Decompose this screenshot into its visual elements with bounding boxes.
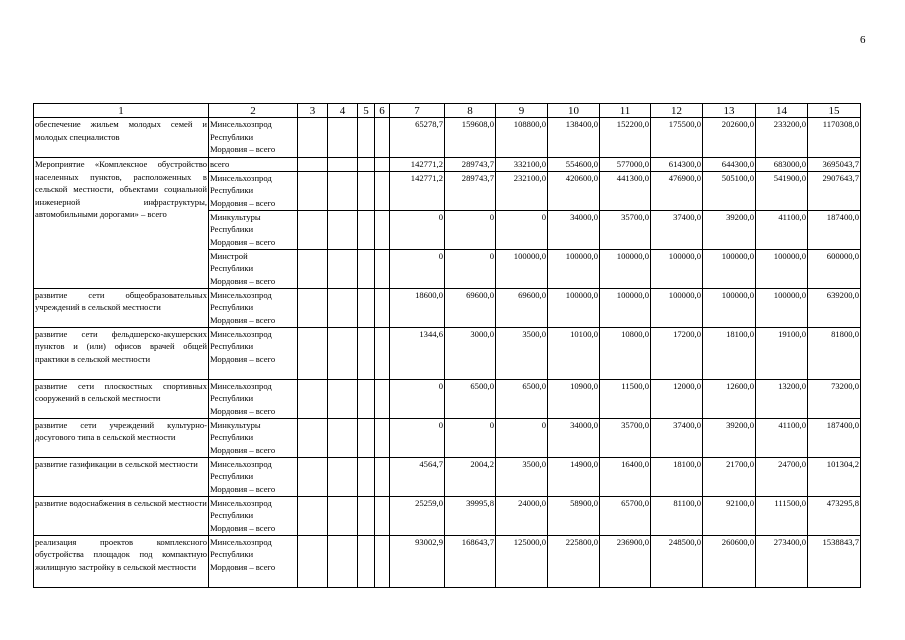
value-cell: 6500,0 — [496, 379, 548, 418]
value-cell: 111500,0 — [756, 496, 808, 535]
header-cell: 8 — [445, 104, 496, 118]
value-cell: 100000,0 — [651, 249, 703, 288]
empty-cell — [328, 379, 358, 418]
value-cell: 273400,0 — [756, 535, 808, 587]
value-cell: 100000,0 — [703, 249, 756, 288]
value-cell: 81800,0 — [808, 327, 861, 379]
value-cell: 108800,0 — [496, 118, 548, 158]
activity-description: реализация проектов комплексного обустройства площадок под компактную жилищную застройку в сельской местности — [34, 535, 209, 587]
executor-cell: Минсельхозпрод Республики Мордовия – всего — [209, 535, 298, 587]
value-cell: 0 — [496, 418, 548, 457]
value-cell: 18100,0 — [651, 457, 703, 496]
empty-cell — [298, 457, 328, 496]
header-cell: 3 — [298, 104, 328, 118]
value-cell: 21700,0 — [703, 457, 756, 496]
value-cell: 175500,0 — [651, 118, 703, 158]
empty-cell — [328, 158, 358, 172]
value-cell: 19100,0 — [756, 327, 808, 379]
empty-cell — [328, 288, 358, 327]
executor-cell: Минсельхозпрод Республики Мордовия – всего — [209, 118, 298, 158]
value-cell: 100000,0 — [651, 288, 703, 327]
empty-cell — [358, 327, 375, 379]
activity-description: развитие газификации в сельской местности — [34, 457, 209, 496]
value-cell: 142771,2 — [390, 171, 445, 210]
header-cell: 14 — [756, 104, 808, 118]
value-cell: 142771,2 — [390, 158, 445, 172]
value-cell: 11500,0 — [600, 379, 651, 418]
value-cell: 420600,0 — [548, 171, 600, 210]
value-cell: 69600,0 — [496, 288, 548, 327]
empty-cell — [358, 496, 375, 535]
value-cell: 37400,0 — [651, 210, 703, 249]
value-cell: 100000,0 — [496, 249, 548, 288]
value-cell: 92100,0 — [703, 496, 756, 535]
value-cell: 39995,8 — [445, 496, 496, 535]
value-cell: 3500,0 — [496, 457, 548, 496]
empty-cell — [298, 171, 328, 210]
value-cell: 69600,0 — [445, 288, 496, 327]
executor-cell: Минкультуры Республики Мордовия – всего — [209, 210, 298, 249]
empty-cell — [358, 118, 375, 158]
value-cell: 25259,0 — [390, 496, 445, 535]
activity-description: развитие сети учреждений культурно-досугового типа в сельской местности — [34, 418, 209, 457]
activity-description: развитие водоснабжения в сельской местности — [34, 496, 209, 535]
value-cell: 441300,0 — [600, 171, 651, 210]
value-cell: 6500,0 — [445, 379, 496, 418]
value-cell: 289743,7 — [445, 171, 496, 210]
value-cell: 683000,0 — [756, 158, 808, 172]
empty-cell — [298, 210, 328, 249]
value-cell: 2907643,7 — [808, 171, 861, 210]
value-cell: 24700,0 — [756, 457, 808, 496]
value-cell: 12600,0 — [703, 379, 756, 418]
value-cell: 12000,0 — [651, 379, 703, 418]
activity-description: развитие сети общеобразовательных учреждений в сельской местности — [34, 288, 209, 327]
value-cell: 93002,9 — [390, 535, 445, 587]
header-cell: 11 — [600, 104, 651, 118]
value-cell: 24000,0 — [496, 496, 548, 535]
value-cell: 18600,0 — [390, 288, 445, 327]
value-cell: 138400,0 — [548, 118, 600, 158]
value-cell: 10800,0 — [600, 327, 651, 379]
value-cell: 225800,0 — [548, 535, 600, 587]
activity-description: развитие сети плоскостных спортивных сооружений в сельской местности — [34, 379, 209, 418]
activity-description: Мероприятие «Комплексное обустройство населенных пунктов, расположенных в сельской местности, объектами социальной инженерной инфраструктуры, автомобильными дорогами» – всего — [34, 158, 209, 289]
executor-cell: Минсельхозпрод Республики Мордовия – всего — [209, 288, 298, 327]
value-cell: 260600,0 — [703, 535, 756, 587]
empty-cell — [328, 535, 358, 587]
value-cell: 0 — [390, 418, 445, 457]
budget-table — [33, 103, 861, 588]
value-cell: 1170308,0 — [808, 118, 861, 158]
activity-description: развитие сети фельдшерско-акушерских пунктов и (или) офисов врачей общей практики в сельской местности — [34, 327, 209, 379]
empty-cell — [375, 379, 390, 418]
empty-cell — [328, 210, 358, 249]
empty-cell — [358, 418, 375, 457]
value-cell: 0 — [390, 249, 445, 288]
empty-cell — [375, 158, 390, 172]
empty-cell — [375, 171, 390, 210]
executor-cell: Минсельхозпрод Республики Мордовия – всего — [209, 171, 298, 210]
empty-cell — [358, 288, 375, 327]
empty-cell — [328, 457, 358, 496]
empty-cell — [375, 118, 390, 158]
empty-cell — [375, 327, 390, 379]
executor-cell: всего — [209, 158, 298, 172]
value-cell: 639200,0 — [808, 288, 861, 327]
empty-cell — [298, 379, 328, 418]
empty-cell — [358, 249, 375, 288]
table-row — [34, 457, 861, 496]
value-cell: 35700,0 — [600, 210, 651, 249]
activity-description: обеспечение жильем молодых семей и молодых специалистов — [34, 118, 209, 158]
header-cell: 6 — [375, 104, 390, 118]
value-cell: 58900,0 — [548, 496, 600, 535]
empty-cell — [358, 457, 375, 496]
empty-cell — [328, 327, 358, 379]
value-cell: 13200,0 — [756, 379, 808, 418]
executor-cell: Минсельхозпрод Республики Мордовия – всего — [209, 379, 298, 418]
value-cell: 168643,7 — [445, 535, 496, 587]
table-row — [34, 118, 861, 158]
empty-cell — [375, 210, 390, 249]
value-cell: 3695043,7 — [808, 158, 861, 172]
value-cell: 0 — [445, 249, 496, 288]
value-cell: 14900,0 — [548, 457, 600, 496]
value-cell: 73200,0 — [808, 379, 861, 418]
empty-cell — [298, 118, 328, 158]
value-cell: 18100,0 — [703, 327, 756, 379]
table-row — [34, 158, 861, 172]
value-cell: 159608,0 — [445, 118, 496, 158]
value-cell: 202600,0 — [703, 118, 756, 158]
executor-cell: Минсельхозпрод Республики Мордовия – всего — [209, 457, 298, 496]
value-cell: 100000,0 — [548, 249, 600, 288]
empty-cell — [328, 496, 358, 535]
empty-cell — [375, 535, 390, 587]
header-cell: 15 — [808, 104, 861, 118]
empty-cell — [298, 249, 328, 288]
value-cell: 187400,0 — [808, 210, 861, 249]
value-cell: 505100,0 — [703, 171, 756, 210]
value-cell: 35700,0 — [600, 418, 651, 457]
value-cell: 332100,0 — [496, 158, 548, 172]
value-cell: 1538843,7 — [808, 535, 861, 587]
header-row — [34, 104, 861, 118]
empty-cell — [328, 118, 358, 158]
header-cell: 1 — [34, 104, 209, 118]
empty-cell — [358, 379, 375, 418]
value-cell: 37400,0 — [651, 418, 703, 457]
value-cell: 233200,0 — [756, 118, 808, 158]
value-cell: 34000,0 — [548, 210, 600, 249]
empty-cell — [298, 418, 328, 457]
value-cell: 39200,0 — [703, 418, 756, 457]
value-cell: 10900,0 — [548, 379, 600, 418]
empty-cell — [298, 158, 328, 172]
executor-cell: Минстрой Республики Мордовия – всего — [209, 249, 298, 288]
value-cell: 41100,0 — [756, 210, 808, 249]
value-cell: 101304,2 — [808, 457, 861, 496]
header-cell: 7 — [390, 104, 445, 118]
value-cell: 554600,0 — [548, 158, 600, 172]
value-cell: 4564,7 — [390, 457, 445, 496]
executor-cell: Минсельхозпрод Республики Мордовия – всего — [209, 327, 298, 379]
value-cell: 16400,0 — [600, 457, 651, 496]
value-cell: 3500,0 — [496, 327, 548, 379]
value-cell: 577000,0 — [600, 158, 651, 172]
value-cell: 152200,0 — [600, 118, 651, 158]
empty-cell — [298, 535, 328, 587]
empty-cell — [375, 418, 390, 457]
value-cell: 65700,0 — [600, 496, 651, 535]
header-cell: 4 — [328, 104, 358, 118]
value-cell: 644300,0 — [703, 158, 756, 172]
value-cell: 187400,0 — [808, 418, 861, 457]
header-cell: 2 — [209, 104, 298, 118]
empty-cell — [298, 496, 328, 535]
value-cell: 81100,0 — [651, 496, 703, 535]
value-cell: 476900,0 — [651, 171, 703, 210]
value-cell: 39200,0 — [703, 210, 756, 249]
empty-cell — [358, 171, 375, 210]
value-cell: 600000,0 — [808, 249, 861, 288]
empty-cell — [375, 249, 390, 288]
value-cell: 541900,0 — [756, 171, 808, 210]
header-cell: 5 — [358, 104, 375, 118]
table-row — [34, 327, 861, 379]
value-cell: 65278,7 — [390, 118, 445, 158]
value-cell: 0 — [496, 210, 548, 249]
value-cell: 41100,0 — [756, 418, 808, 457]
value-cell: 100000,0 — [600, 249, 651, 288]
value-cell: 3000,0 — [445, 327, 496, 379]
empty-cell — [328, 418, 358, 457]
value-cell: 0 — [445, 418, 496, 457]
empty-cell — [358, 158, 375, 172]
page-number: 6 — [860, 34, 866, 46]
header-cell: 13 — [703, 104, 756, 118]
value-cell: 0 — [390, 379, 445, 418]
value-cell: 1344,6 — [390, 327, 445, 379]
value-cell: 10100,0 — [548, 327, 600, 379]
table-row — [34, 496, 861, 535]
empty-cell — [375, 496, 390, 535]
empty-cell — [375, 288, 390, 327]
empty-cell — [358, 535, 375, 587]
value-cell: 17200,0 — [651, 327, 703, 379]
empty-cell — [328, 171, 358, 210]
value-cell: 0 — [390, 210, 445, 249]
header-cell: 12 — [651, 104, 703, 118]
executor-cell: Минсельхозпрод Республики Мордовия – всего — [209, 496, 298, 535]
value-cell: 125000,0 — [496, 535, 548, 587]
header-cell: 9 — [496, 104, 548, 118]
value-cell: 100000,0 — [548, 288, 600, 327]
value-cell: 100000,0 — [756, 288, 808, 327]
table-row — [34, 379, 861, 418]
value-cell: 100000,0 — [756, 249, 808, 288]
empty-cell — [358, 210, 375, 249]
value-cell: 289743,7 — [445, 158, 496, 172]
empty-cell — [328, 249, 358, 288]
value-cell: 100000,0 — [600, 288, 651, 327]
empty-cell — [298, 288, 328, 327]
executor-cell: Минкультуры Республики Мордовия – всего — [209, 418, 298, 457]
header-cell: 10 — [548, 104, 600, 118]
table-row — [34, 288, 861, 327]
value-cell: 232100,0 — [496, 171, 548, 210]
value-cell: 2004,2 — [445, 457, 496, 496]
value-cell: 614300,0 — [651, 158, 703, 172]
empty-cell — [375, 457, 390, 496]
value-cell: 473295,8 — [808, 496, 861, 535]
value-cell: 0 — [445, 210, 496, 249]
table-row — [34, 535, 861, 587]
value-cell: 236900,0 — [600, 535, 651, 587]
table-row — [34, 418, 861, 457]
value-cell: 34000,0 — [548, 418, 600, 457]
value-cell: 248500,0 — [651, 535, 703, 587]
empty-cell — [298, 327, 328, 379]
value-cell: 100000,0 — [703, 288, 756, 327]
